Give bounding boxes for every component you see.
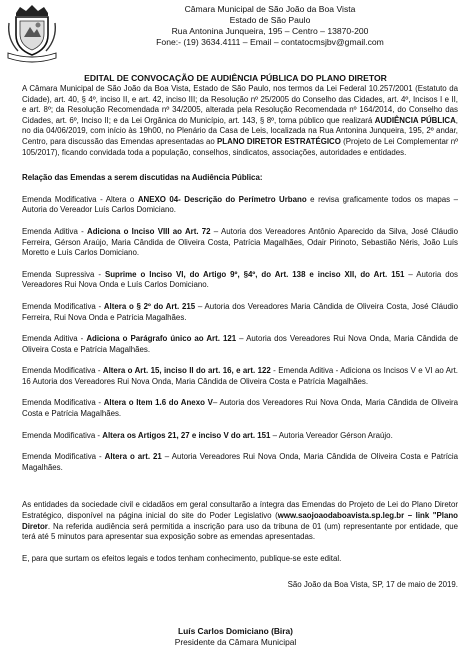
amendment-item — [22, 227, 458, 259]
amendment-authors: – Autoria dos Vereadores Rui Nova Onda, Maria Cândida de Oliveira Costa e Patrícia Magalhães. — [22, 334, 458, 354]
intro-paragraph — [22, 84, 458, 158]
closing-paragraph — [22, 500, 458, 542]
amendment-authors: - Emenda Aditiva - Adiciona os Incisos V e VI ao Art. 16 Autoria dos Vereadores Rui Nova Onda, Maria Cândida de Oliveira Costa e Patrícia Magalhães. — [22, 366, 458, 386]
document-body — [22, 84, 458, 591]
amendment-prefix: Emenda Modificativa - — [22, 430, 103, 440]
website-link[interactable]: www.saojoaodaboavista.sp.leg.br – link "Plano Diretor — [22, 511, 459, 531]
amendment-authors: – Autoria Vereador Gérson Araújo. — [270, 430, 393, 440]
letterhead — [120, 4, 420, 48]
amendment-subject: Altera os Artigos 21, 27 e inciso V do art. 151 — [102, 430, 271, 440]
intro-bold-1: AUDIÊNCIA PÚBLICA — [374, 115, 456, 125]
amendment-prefix: Emenda Modificativa - — [22, 398, 104, 408]
amendment-item — [22, 270, 458, 291]
coat-of-arms-icon — [6, 3, 58, 63]
amendment-item — [22, 431, 458, 442]
intro-bold-2: PLANO DIRETOR ESTRATÉGICO — [217, 136, 341, 146]
amendment-prefix: Emenda Aditiva - — [22, 226, 88, 236]
signatory-name: Luís Carlos Domiciano (Bira) — [178, 626, 293, 636]
amendment-prefix: Emenda Modificativa - Altera o — [22, 194, 138, 204]
amendment-prefix: Emenda Aditiva - — [22, 334, 87, 344]
state-name: Estado de São Paulo — [229, 15, 311, 25]
institution-name: Câmara Municipal de São João da Boa Vista — [184, 4, 356, 14]
intro-text-2: , no dia 04/06/2019, com início às 19h00, no Plenário da Casa de Leis, localizada na Rua Antonina Junqueira, 195, 2º andar, Centro, para discussão das Emendas apresentadas ao — [22, 115, 458, 146]
intro-text-3: (Projeto de Lei Complementar nº 105/2017), ficando convidada toda a população, conselhos, sindicatos, associações, autoridades e entidades. — [22, 136, 458, 157]
amendment-item — [22, 195, 458, 216]
amendment-subject: Adiciona o Parágrafo único ao Art. 121 — [86, 334, 237, 344]
signatory-role: Presidente da Câmara Municipal — [174, 637, 297, 647]
amendment-item — [22, 452, 458, 473]
document-title: EDITAL DE CONVOCAÇÃO DE AUDIÊNCIA PÚBLICA DO PLANO DIRETOR — [84, 73, 387, 83]
amendment-authors: – Autoria dos Vereadores Maria Cândida de Oliveira Costa, José Cláudio Ferreira, Rui Nova Onda e Patrícia Magalhães. — [22, 301, 458, 322]
signature-block — [0, 626, 471, 648]
amendment-subject: Altera o art. 21 — [104, 452, 162, 462]
amendment-item — [22, 366, 458, 387]
amendments-heading: Relação das Emendas a serem discutidas na Audiência Pública: — [22, 173, 263, 183]
amendment-subject: Adiciona o Inciso VIII ao Art. 72 — [87, 226, 211, 236]
closing-text-1: As entidades da sociedade civil e cidadãos em geral consultarão a íntegra das Emendas do Projeto de Lei do Plano Diretor Estratégico, disponível na página inicial do site do Poder Legislativo ( — [22, 500, 458, 521]
address-line: Rua Antonina Junqueira, 195 – Centro – 13870-200 — [171, 26, 369, 36]
amendment-prefix: Emenda Modificativa - — [22, 301, 104, 311]
amendment-prefix: Emenda Modificativa - — [22, 366, 103, 376]
amendment-authors: – Autoria dos Vereadores Rui Nova Onda, Maria Cândida de Oliveira Costa e Patrícia Magalhães. — [22, 398, 458, 419]
amendments-list — [22, 195, 458, 474]
date-line: São João da Boa Vista, SP, 17 de maio de 2019. — [287, 580, 458, 590]
amendment-authors: e revisa graficamente todos os mapas – Autoria do Vereador Luís Carlos Domiciano. — [22, 194, 458, 215]
amendment-subject: ANEXO 04- Descrição do Perímetro Urbano — [137, 194, 307, 204]
amendment-prefix: Emenda Modificativa - — [22, 452, 105, 462]
amendment-authors: – Autoria dos Vereadores Rui Nova Onda e Luís Carlos Domiciano. — [22, 269, 458, 290]
amendment-subject: Suprime o Inciso VI, do Artigo 9º, §4º, do Art. 138 e inciso XII, do Art. 151 — [104, 269, 405, 279]
amendment-subject: Altera o § 2º do Art. 215 — [103, 301, 196, 311]
intro-text-1: A Câmara Municipal de São João da Boa Vista, Estado de São Paulo, nos termos da Lei Federal 10.257/2001 (Estatuto da Cidade), art. 40, § 4º, inciso II, e art. 42, inciso III; da Resolução nº 25/2005 do Conselho das Cidades, art. 4º, Incisos I e II, e art. 8º; da Resolução Recomendada nº 34/2005, alterada pela Resolução Recomendada nº 164/2014, do Conselho das Cidades, art. 6º, Inciso II; e da Lei Orgânica do Município, art. 143, § 8º, torna público que realizará — [22, 84, 458, 125]
amendment-subject: Altera o Item 1.6 do Anexo V — [103, 398, 213, 408]
contact-line: Fone:- (19) 3634.4111 – Email – contatocmsjbv@gmail.com — [156, 37, 384, 47]
amendment-authors: – Autoria Vereadores Rui Nova Onda, Maria Cândida de Oliveira Costa e Patrícia Magalhães. — [22, 452, 458, 472]
amendment-item — [22, 334, 458, 355]
final-statement: E, para que surtam os efeitos legais e todos tenham conhecimento, publique-se este edital. — [22, 553, 342, 563]
amendment-subject: Altera o Art. 15, inciso II do art. 16, e art. 122 — [102, 366, 271, 376]
amendment-authors: – Autoria dos Vereadores Antônio Aparecido da Silva, José Cláudio Ferreira, Gérson Araújo, Maria Cândida de Oliveira Costa, Patrícia Magalhães, Odair Pirinoto, Sebastião Néris, João Luís Moretto e Luís Carlos Domiciano. — [22, 226, 458, 258]
amendment-item — [22, 302, 458, 323]
amendment-prefix: Emenda Supressiva - — [22, 269, 105, 279]
closing-text-2: . Na referida audiência será permitida a inscrição para uso da tribuna de 01 (um) representante por entidade, que terá até 5 minutos para apresentar sua exposição sobre as emendas apresentadas. — [22, 521, 458, 542]
amendment-item — [22, 398, 458, 419]
